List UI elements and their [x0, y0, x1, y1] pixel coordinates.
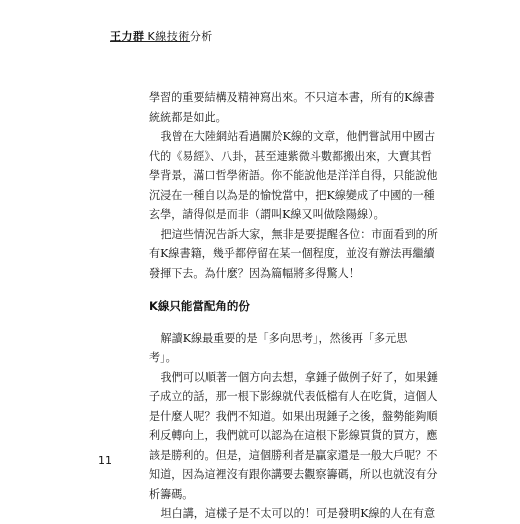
text-line: 沉浸在一種自以為是的愉悅當中，把K線變成了中國的一種 [149, 188, 435, 202]
paragraph [149, 368, 438, 505]
paragraph [149, 504, 436, 524]
text-line: 我曾在大陸網站看過關於K線的文章，他們嘗試用中國古 [160, 130, 436, 143]
text-line: 我們可以順著一個方向去想，拿錘子做例子好了，如果錘 [160, 370, 438, 384]
text-line: 該是勝利的。但是，這個勝利者是贏家還是一般大戶呢？不 [149, 448, 438, 462]
section-heading: K線只能當配角的份 [149, 299, 250, 313]
header-rule [110, 41, 190, 42]
text-line: 利反轉向上，我們就可以認為在這根下影線買貨的買方，應 [149, 429, 438, 442]
paragraph [149, 127, 438, 225]
paragraph [149, 329, 408, 368]
text-line: 學習的重要結構及精神寫出來。不只這本書，所有的K線書 [149, 91, 435, 104]
text-line: 析籌碼。 [149, 487, 194, 501]
text-line: 是什麼人呢？我們不知道。如果出現錘子之後，盤勢能夠順 [149, 409, 438, 423]
book-title: K線技術分析 [147, 30, 213, 43]
text-line: 代的《易經》、八卦，甚至連紫微斗數都搬出來，大賣其哲 [149, 149, 432, 163]
text-line: 學背景，滿口哲學術語。你不能說他是洋洋自得，只能說他 [149, 169, 438, 182]
paragraph [149, 225, 438, 284]
text-line: 有K線書籍，幾乎都停留在某一個程度，並沒有辦法再繼續 [149, 247, 435, 260]
body-text [149, 88, 438, 524]
text-line: 考」。 [149, 351, 177, 364]
text-line: 玄學，請得似是而非（謂叫K線又叫做陰陽線）。 [149, 208, 385, 221]
text-line: 知道，因為這裡沒有跟你講要去觀察籌碼，所以也就沒有分 [149, 468, 438, 481]
text-line: 坦白講，這樣子是不太可以的！可是發明K線的人在有意 [160, 507, 436, 520]
paragraph [149, 88, 435, 127]
text-line: 把這些情況告訴大家，無非是要提醒各位：市面看到的所 [160, 227, 438, 241]
text-line: 解讀K線最重要的是「多向思考」，然後再「多元思 [160, 331, 408, 345]
text-line: 發揮下去。為什麼？因為篇幅將多得驚人！ [149, 266, 360, 280]
text-line: 子成立的話，那一根下影線就代表低檔有人在吃貨，這個人 [149, 390, 438, 403]
text-line: 統統都是如此。 [149, 110, 227, 124]
page-number: 11 [98, 454, 112, 467]
author-name: 王力群 [110, 30, 145, 43]
